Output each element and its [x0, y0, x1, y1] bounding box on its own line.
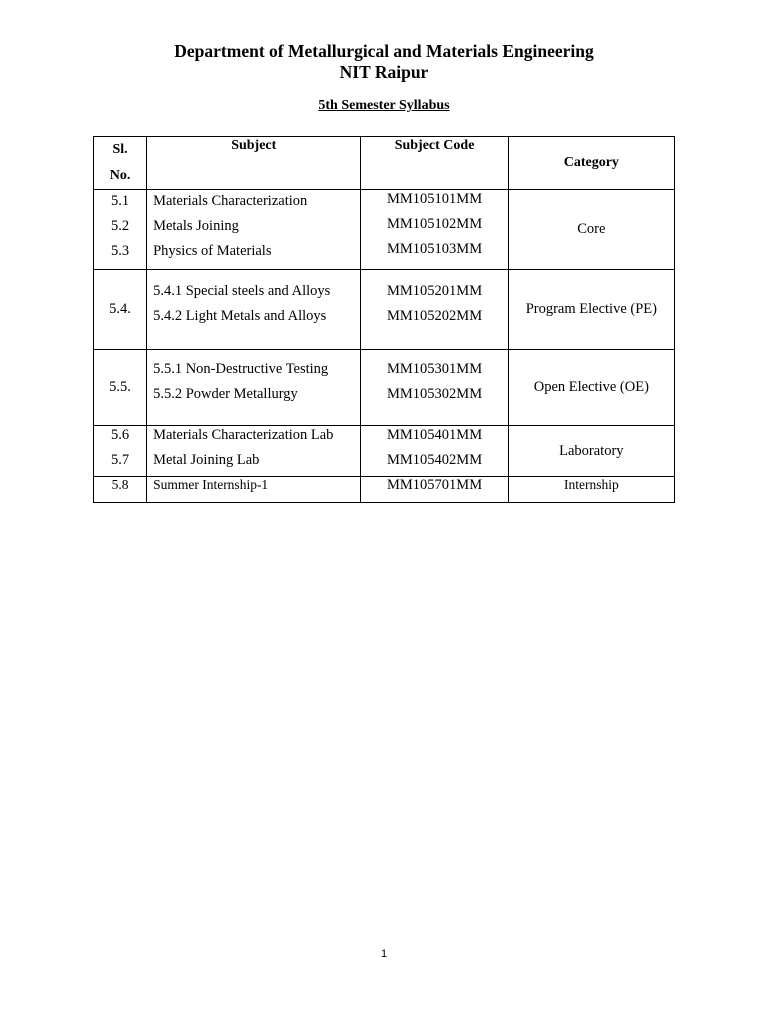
institute-name: NIT Raipur — [339, 62, 429, 82]
subject-name: Metal Joining Lab — [153, 452, 260, 468]
document-header — [0, 41, 768, 83]
subject-name: Materials Characterization — [153, 193, 308, 209]
subject-code: MM105202MM — [387, 308, 483, 324]
category-cell: Core — [508, 190, 674, 270]
subject-cell — [147, 190, 361, 270]
subject-code: MM105201MM — [387, 283, 483, 299]
sl-cell: 5.4. — [94, 270, 147, 350]
subject-name: Materials Characterization Lab — [153, 427, 334, 443]
code-cell — [361, 190, 508, 270]
sl-cell: 5.5. — [94, 350, 147, 426]
department-title: Department of Metallurgical and Materials Engineering — [174, 41, 594, 61]
subject-name: Physics of Materials — [153, 243, 272, 259]
column-header-sl-no — [94, 137, 147, 190]
column-header-subject-code: Subject Code — [361, 137, 508, 190]
subject-code: MM105103MM — [387, 241, 483, 257]
sl-cell — [94, 190, 147, 270]
column-header-subject: Subject — [147, 137, 361, 190]
table-row — [94, 190, 675, 270]
category-cell: Internship — [508, 477, 674, 503]
subject-code: MM105302MM — [387, 386, 483, 402]
subject-code: MM105102MM — [387, 216, 483, 232]
sl-cell: 5.8 — [94, 477, 147, 503]
subject-cell — [147, 426, 361, 477]
subject-cell — [147, 270, 361, 350]
table-row — [94, 270, 675, 350]
subject-name: Metals Joining — [153, 218, 239, 234]
category-cell: Program Elective (PE) — [508, 270, 674, 350]
sl-number: 5.2 — [110, 218, 130, 234]
subject-cell: Summer Internship-1 — [147, 477, 361, 503]
sl-number: 5.7 — [110, 452, 130, 468]
table-header-row — [94, 137, 675, 190]
column-header-sl-line1: Sl. — [112, 142, 128, 157]
subject-name: 5.4.1 Special steels and Alloys — [153, 283, 331, 299]
sl-cell — [94, 426, 147, 477]
table-row — [94, 477, 675, 503]
column-header-category: Category — [508, 137, 674, 190]
table-row — [94, 350, 675, 426]
code-cell — [361, 270, 508, 350]
subject-name: 5.5.1 Non-Destructive Testing — [153, 361, 329, 377]
sl-number: 5.3 — [110, 243, 130, 259]
subject-name: 5.4.2 Light Metals and Alloys — [153, 308, 327, 324]
subject-code: MM105101MM — [387, 191, 483, 207]
syllabus-table — [93, 136, 675, 503]
code-cell: MM105701MM — [361, 477, 508, 503]
sl-number: 5.6 — [110, 427, 130, 443]
table-row — [94, 426, 675, 477]
sl-number: 5.1 — [110, 193, 130, 209]
syllabus-subtitle: 5th Semester Syllabus — [318, 98, 450, 113]
subject-code: MM105402MM — [387, 452, 483, 468]
category-cell: Open Elective (OE) — [508, 350, 674, 426]
subject-code: MM105301MM — [387, 361, 483, 377]
category-cell: Laboratory — [508, 426, 674, 477]
code-cell — [361, 426, 508, 477]
subject-cell — [147, 350, 361, 426]
page-number: 1 — [380, 948, 388, 960]
code-cell — [361, 350, 508, 426]
subject-code: MM105401MM — [387, 427, 483, 443]
column-header-sl-line2: No. — [109, 168, 131, 183]
subject-name: 5.5.2 Powder Metallurgy — [153, 386, 298, 402]
